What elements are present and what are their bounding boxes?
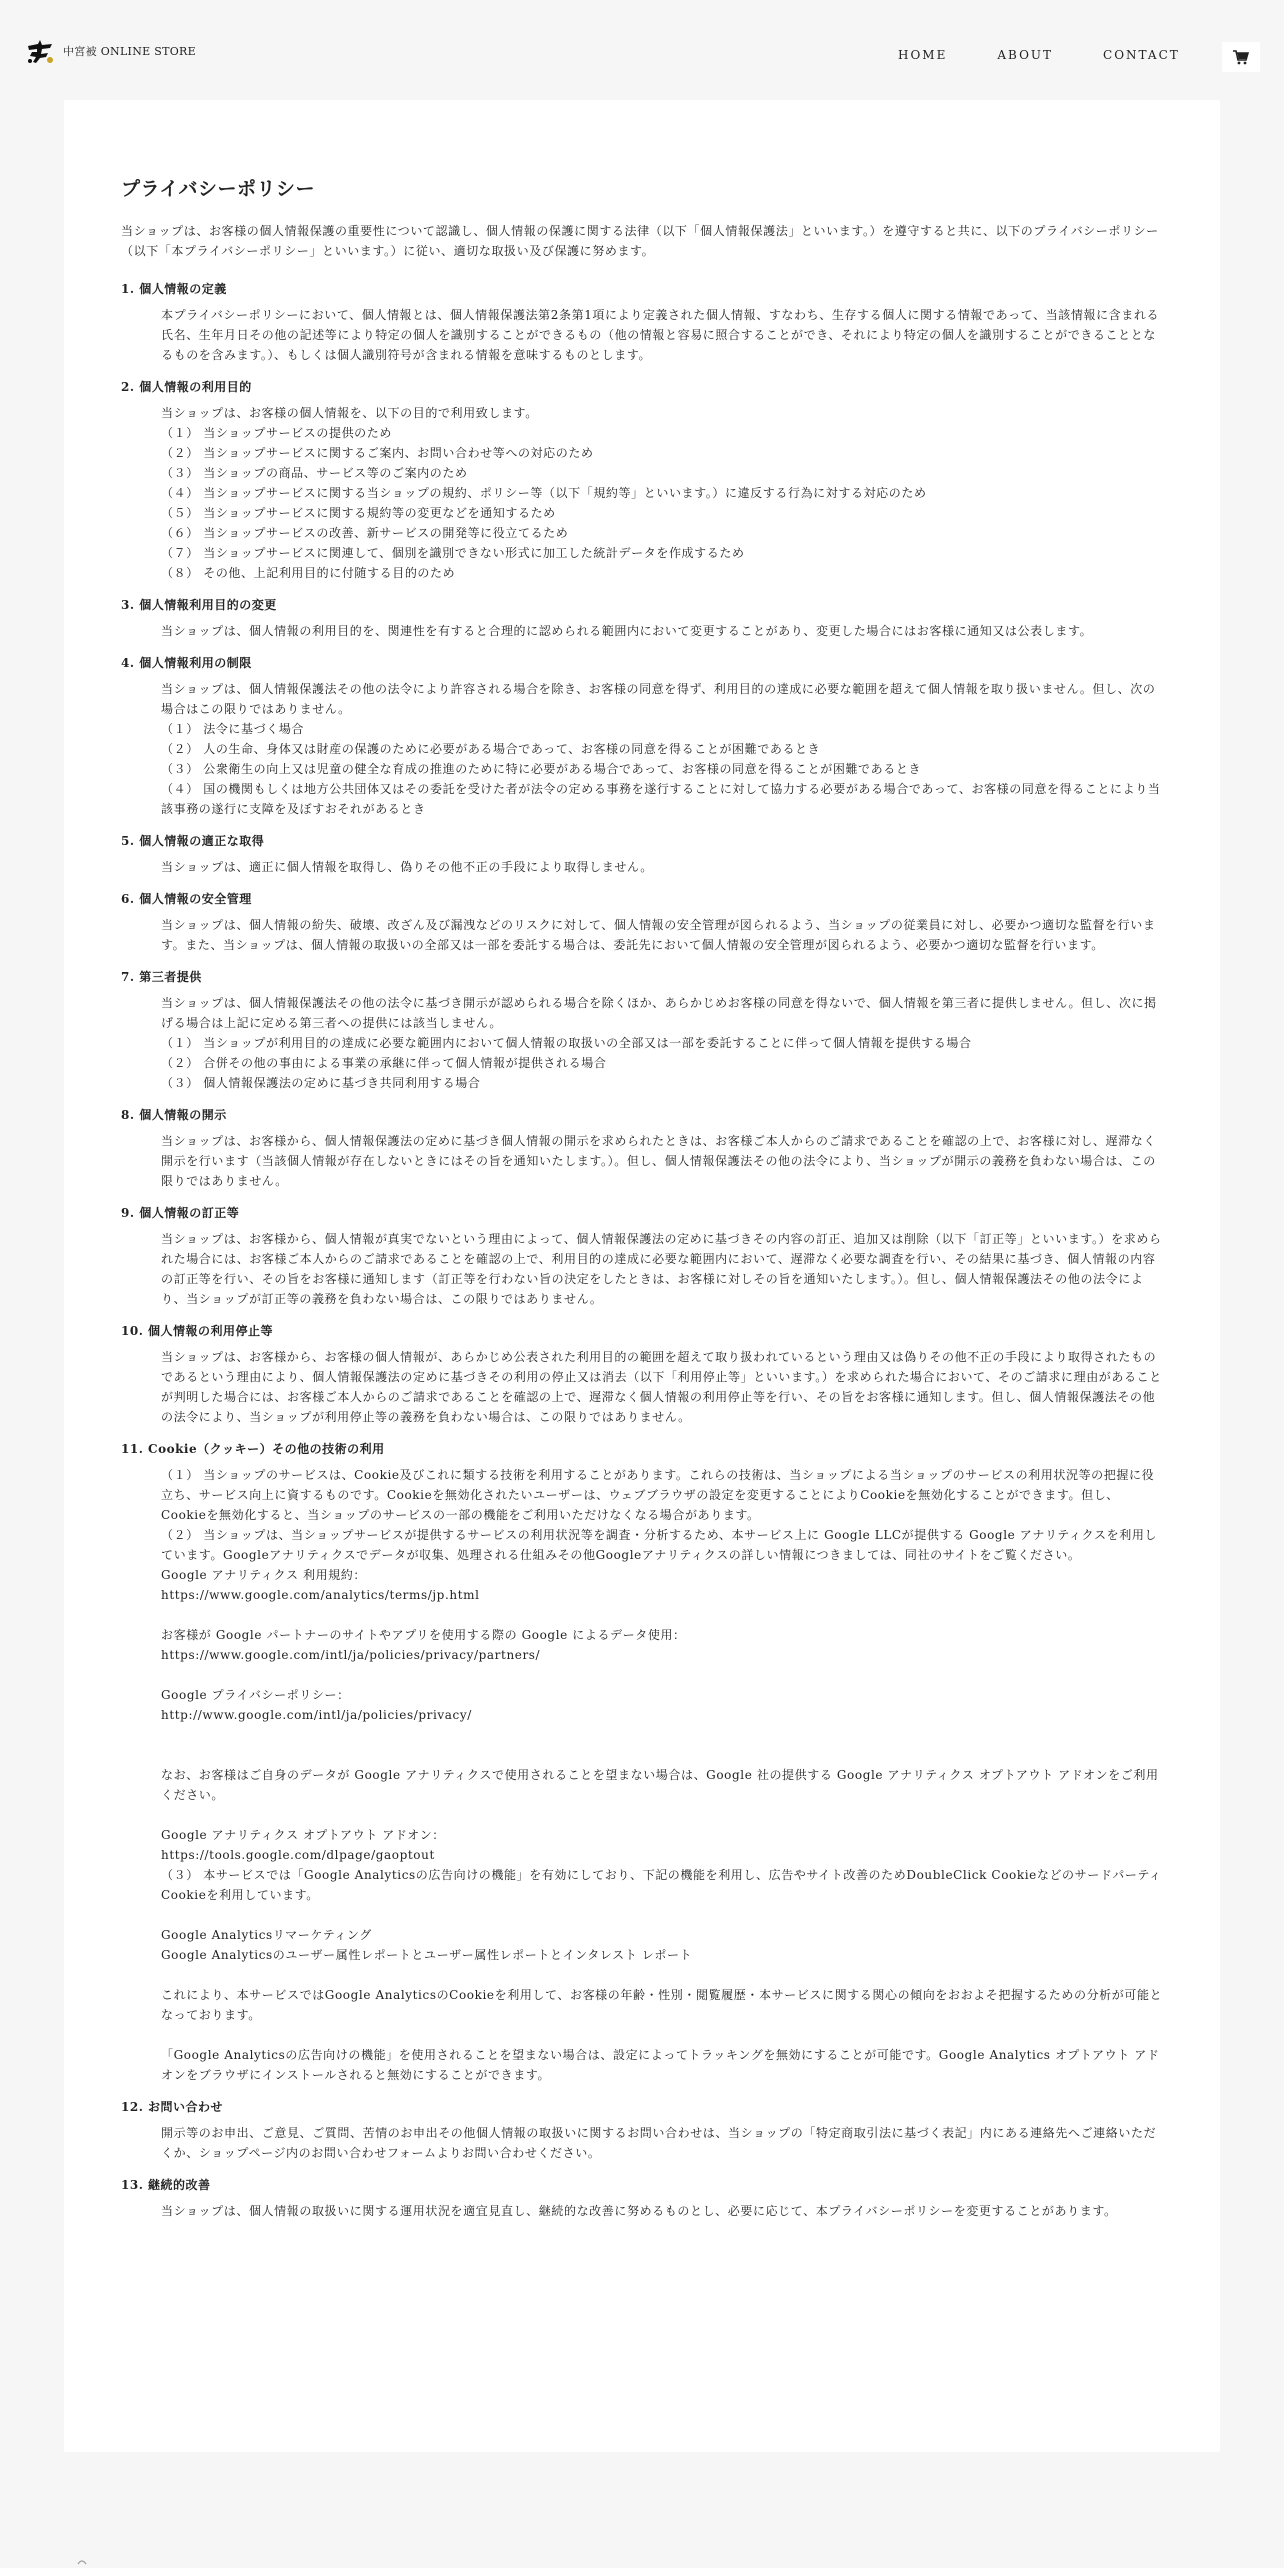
policy-content (121, 174, 1164, 2233)
logo-mark-icon (24, 36, 58, 66)
policy-section (121, 279, 1164, 365)
section-body (121, 1131, 1164, 1191)
section-heading: 1. 個人情報の定義 (121, 282, 227, 296)
policy-section (121, 1105, 1164, 1191)
section-body (121, 1347, 1164, 1427)
site-logo[interactable] (24, 36, 196, 66)
section-paragraph: 当ショップは、お客様から、個人情報保護法の定めに基づき個人情報の開示を求められたときは、お客様ご本人からのご請求であることを確認の上で、お客様に対し、遅滞なく開示を行います（当該個人情報が存在しないときにはその旨を通知いたします。）。但し、個人情報保護法その他の法令により、当ショップが開示の義務を負わない場合は、この限りではありません。 (161, 1134, 1156, 1188)
section-heading: 7. 第三者提供 (121, 970, 202, 984)
external-link[interactable]: http://www.google.com/intl/ja/policies/privacy/ (161, 1708, 472, 1722)
line-gap (161, 1805, 1164, 1825)
policy-sections (121, 279, 1164, 2221)
section-heading: 10. 個人情報の利用停止等 (121, 1324, 274, 1338)
line-gap (161, 1725, 1164, 1745)
section-paragraph: 開示等のお申出、ご意見、ご質問、苦情のお申出その他個人情報の取扱いに関するお問い合わせは、当ショップの「特定商取引法に基づく表記」内にある連絡先へご連絡いただくか、ショップページ内のお問い合わせフォームよりお問い合わせください。 (161, 2126, 1157, 2160)
policy-section (121, 889, 1164, 955)
section-paragraph: Google アナリティクス オプトアウト アドオン： (161, 1828, 445, 1842)
section-paragraph: 当ショップは、個人情報保護法その他の法令に基づき開示が認められる場合を除くほか、あらかじめお客様の同意を得ないで、個人情報を第三者に提供しません。但し、次に掲げる場合は上記に定める第三者への提供には該当しません。 (161, 996, 1157, 1030)
section-heading: 4. 個人情報利用の制限 (121, 656, 252, 670)
section-paragraph: 当ショップは、個人情報保護法その他の法令により許容される場合を除き、お客様の同意を得ず、利用目的の達成に必要な範囲を超えて個人情報を取り扱いません。但し、次の場合はこの限りではありません。 (161, 682, 1156, 716)
section-body (121, 621, 1164, 641)
section-heading: 5. 個人情報の適正な取得 (121, 834, 265, 848)
section-body (121, 857, 1164, 877)
section-heading: 13. 継続的改善 (121, 2178, 211, 2192)
intro-text: 当ショップは、お客様の個人情報保護の重要性について認識し、個人情報の保護に関する法律（以下「個人情報保護法」といいます。）を遵守すると共に、以下のプライバシーポリシー（以下「本プライバシーポリシー」といいます。）に従い、適切な取扱い及び保護に努めます。 (121, 224, 1159, 258)
policy-section (121, 1203, 1164, 1309)
footer-mark-icon (76, 2556, 88, 2568)
policy-section (121, 653, 1164, 819)
section-paragraph: （７） 当ショップサービスに関連して、個別を識別できない形式に加工した統計データを作成するため (161, 546, 745, 560)
section-heading: 2. 個人情報の利用目的 (121, 380, 252, 394)
line-gap (161, 1605, 1164, 1625)
section-heading: 8. 個人情報の開示 (121, 1108, 227, 1122)
section-paragraph: 当ショップは、個人情報の紛失、破壊、改ざん及び漏洩などのリスクに対して、個人情報の安全管理が図られるよう、当ショップの従業員に対し、必要かつ適切な監督を行います。また、当ショップは、個人情報の取扱いの全部又は一部を委託する場合は、委託先において個人情報の安全管理が図られるよう、必要かつ適切な監督を行います。 (161, 918, 1156, 952)
external-link[interactable]: https://www.google.com/analytics/terms/jp.html (161, 1588, 480, 1602)
section-paragraph: （２） 合併その他の事由による事業の承継に伴って個人情報が提供される場合 (161, 1056, 607, 1070)
policy-section (121, 377, 1164, 583)
section-body (121, 1229, 1164, 1309)
section-body (121, 2201, 1164, 2221)
section-paragraph: （４） 国の機関もしくは地方公共団体又はその委託を受けた者が法令の定める事務を遂行することに対して協力する必要がある場合であって、お客様の同意を得ることにより当該事務の遂行に支障を及ぼすおそれがあるとき (161, 782, 1161, 816)
main-nav (898, 48, 1230, 62)
section-paragraph: Google Analyticsリマーケティング (161, 1928, 372, 1942)
section-paragraph: （１） 当ショップサービスの提供のため (161, 426, 392, 440)
section-paragraph: 「Google Analyticsの広告向けの機能」を使用されることを望まない場合は、設定によってトラッキングを無効にすることが可能です。Google Analytics オプトアウト アドオンをブラウザにインストールされると無効にすることができます。 (161, 2048, 1160, 2082)
line-gap (161, 1905, 1164, 1925)
site-header (0, 0, 1284, 100)
section-paragraph: （２） 当ショップは、当ショップサービスが提供するサービスの利用状況等を調査・分析するため、本サービス上に Google LLCが提供する Google アナリティクスを利用しています。Googleアナリティクスでデータが収集、処理される仕組みその他Googleアナリティクスの詳しい情報につきましては、同社のサイトをご覧ください。 (161, 1528, 1158, 1562)
section-paragraph: （５） 当ショップサービスに関する規約等の変更などを通知するため (161, 506, 556, 520)
section-paragraph: Google アナリティクス 利用規約： (161, 1568, 366, 1582)
policy-section (121, 831, 1164, 877)
section-body (121, 915, 1164, 955)
section-paragraph: Google プライバシーポリシー： (161, 1688, 350, 1702)
external-link[interactable]: https://www.google.com/intl/ja/policies/privacy/partners/ (161, 1648, 541, 1662)
section-paragraph: （３） 個人情報保護法の定めに基づき共同利用する場合 (161, 1076, 481, 1090)
section-paragraph: 当ショップは、お客様から、お客様の個人情報が、あらかじめ公表された利用目的の範囲を超えて取り扱われているという理由又は偽りその他不正の手段により取得されたものであるという理由により、個人情報保護法の定めに基づきその利用の停止又は消去（以下「利用停止等」といいます。）を求められた場合において、そのご請求に理由があることが判明した場合には、お客様ご本人からのご請求であることを確認の上で、遅滞なく個人情報の利用停止等を行い、その旨をお客様に通知します。但し、個人情報保護法その他の法令により、当ショップが利用停止等の義務を負わない場合は、この限りではありません。 (161, 1350, 1162, 1424)
section-paragraph: Google Analyticsのユーザー属性レポートとユーザー属性レポートとインタレスト レポート (161, 1948, 693, 1962)
section-paragraph: （８） その他、上記利用目的に付随する目的のため (161, 566, 456, 580)
policy-section (121, 1439, 1164, 2085)
section-paragraph: （３） 本サービスでは「Google Analyticsの広告向けの機能」を有効にしており、下記の機能を利用し、広告やサイト改善のためDoubleClick Cookieなどのサードパーティ Cookieを利用しています。 (161, 1868, 1162, 1902)
section-paragraph: （３） 公衆衛生の向上又は児童の健全な育成の推進のために特に必要がある場合であって、お客様の同意を得ることが困難であるとき (161, 762, 922, 776)
line-gap (161, 1745, 1164, 1765)
section-body (121, 1465, 1164, 2085)
section-heading: 3. 個人情報利用目的の変更 (121, 598, 277, 612)
section-heading: 9. 個人情報の訂正等 (121, 1206, 240, 1220)
section-paragraph: （６） 当ショップサービスの改善、新サービスの開発等に役立てるため (161, 526, 569, 540)
section-paragraph: （２） 人の生命、身体又は財産の保護のために必要がある場合であって、お客様の同意を得ることが困難であるとき (161, 742, 821, 756)
line-gap (161, 2025, 1164, 2045)
section-paragraph: なお、お客様はご自身のデータが Google アナリティクスで使用されることを望まない場合は、Google 社の提供する Google アナリティクス オプトアウト アドオンをご利用ください。 (161, 1768, 1159, 1802)
section-paragraph: （１） 法令に基づく場合 (161, 722, 305, 736)
section-paragraph: （２） 当ショップサービスに関するご案内、お問い合わせ等への対応のため (161, 446, 594, 460)
nav-home[interactable]: HOME (898, 48, 948, 62)
section-body (121, 305, 1164, 365)
section-paragraph: 当ショップは、お客様から、個人情報が真実でないという理由によって、個人情報保護法の定めに基づきその内容の訂正、追加又は削除（以下「訂正等」といいます。）を求められた場合には、お客様ご本人からのご請求であることを確認の上で、利用目的の達成に必要な範囲内において、遅滞なく必要な調査を行い、その結果に基づき、個人情報の内容の訂正等を行い、その旨をお客様に通知します（訂正等を行わない旨の決定をしたときは、お客様に対しその旨を通知いたします。）。但し、個人情報保護法その他の法令により、当ショップが訂正等の義務を負わない場合は、この限りではありません。 (161, 1232, 1162, 1306)
section-body (121, 2123, 1164, 2163)
section-paragraph: これにより、本サービスではGoogle AnalyticsのCookieを利用して、お客様の年齢・性別・閲覧履歴・本サービスに関する関心の傾向をおおよそ把握するための分析が可能となっております。 (161, 1988, 1163, 2022)
policy-section (121, 967, 1164, 1093)
content-card (64, 100, 1220, 2452)
cart-button[interactable] (1222, 42, 1260, 72)
line-gap (161, 1965, 1164, 1985)
section-paragraph: 本プライバシーポリシーにおいて、個人情報とは、個人情報保護法第2条第1項により定義された個人情報、すなわち、生存する個人に関する情報であって、当該情報に含まれる氏名、生年月日その他の記述等により特定の個人を識別することができるもの（他の情報と容易に照合することができ、それにより特定の個人を識別することができることとなるものを含みます。）、もしくは個人識別符号が含まれる情報を意味するものとします。 (161, 308, 1160, 362)
section-paragraph: （１） 当ショップのサービスは、Cookie及びこれに類する技術を利用することがあります。これらの技術は、当ショップによる当ショップのサービスの利用状況等の把握に役立ち、サービス向上に資するものです。Cookieを無効化されたいユーザーは、ウェブブラウザの設定を変更することによりCookieを無効化することができます。但し、Cookieを無効化すると、当ショップのサービスの一部の機能をご利用いただけなくなる場合があります。 (161, 1468, 1155, 1522)
nav-about[interactable]: ABOUT (997, 48, 1054, 62)
section-paragraph: 当ショップは、個人情報の利用目的を、関連性を有すると合理的に認められる範囲内において変更することがあり、変更した場合にはお客様に通知又は公表します。 (161, 624, 1093, 638)
section-paragraph: 当ショップは、お客様の個人情報を、以下の目的で利用致します。 (161, 406, 538, 420)
section-paragraph: 当ショップは、個人情報の取扱いに関する運用状況を適宜見直し、継続的な改善に努めるものとし、必要に応じて、本プライバシーポリシーを変更することがあります。 (161, 2204, 1117, 2218)
section-heading: 12. お問い合わせ (121, 2100, 224, 2114)
section-paragraph: 当ショップは、適正に個人情報を取得し、偽りその他不正の手段により取得しません。 (161, 860, 653, 874)
nav-contact[interactable]: CONTACT (1103, 48, 1180, 62)
section-body (121, 403, 1164, 583)
section-heading: 6. 個人情報の安全管理 (121, 892, 252, 906)
section-paragraph: お客様が Google パートナーのサイトやアプリを使用する際の Google によるデータ使用： (161, 1628, 686, 1642)
section-paragraph: （１） 当ショップが利用目的の達成に必要な範囲内において個人情報の取扱いの全部又は一部を委託することに伴って個人情報を提供する場合 (161, 1036, 972, 1050)
cart-icon (1233, 50, 1249, 65)
external-link[interactable]: https://tools.google.com/dlpage/gaoptout (161, 1848, 435, 1862)
policy-section (121, 2097, 1164, 2163)
section-paragraph: （４） 当ショップサービスに関する当ショップの規約、ポリシー等（以下「規約等」といいます。）に違反する行為に対する対応のため (161, 486, 927, 500)
line-gap (161, 1665, 1164, 1685)
policy-section (121, 2175, 1164, 2221)
logo-text: 中宮被 ONLINE STORE (63, 45, 196, 58)
section-paragraph: （３） 当ショップの商品、サービス等のご案内のため (161, 466, 468, 480)
policy-section (121, 1321, 1164, 1427)
policy-section (121, 595, 1164, 641)
section-heading: 11. Cookie（クッキー）その他の技術の利用 (121, 1442, 385, 1456)
section-body (121, 993, 1164, 1093)
section-body (121, 679, 1164, 819)
page-title: プライバシーポリシー (121, 178, 316, 200)
